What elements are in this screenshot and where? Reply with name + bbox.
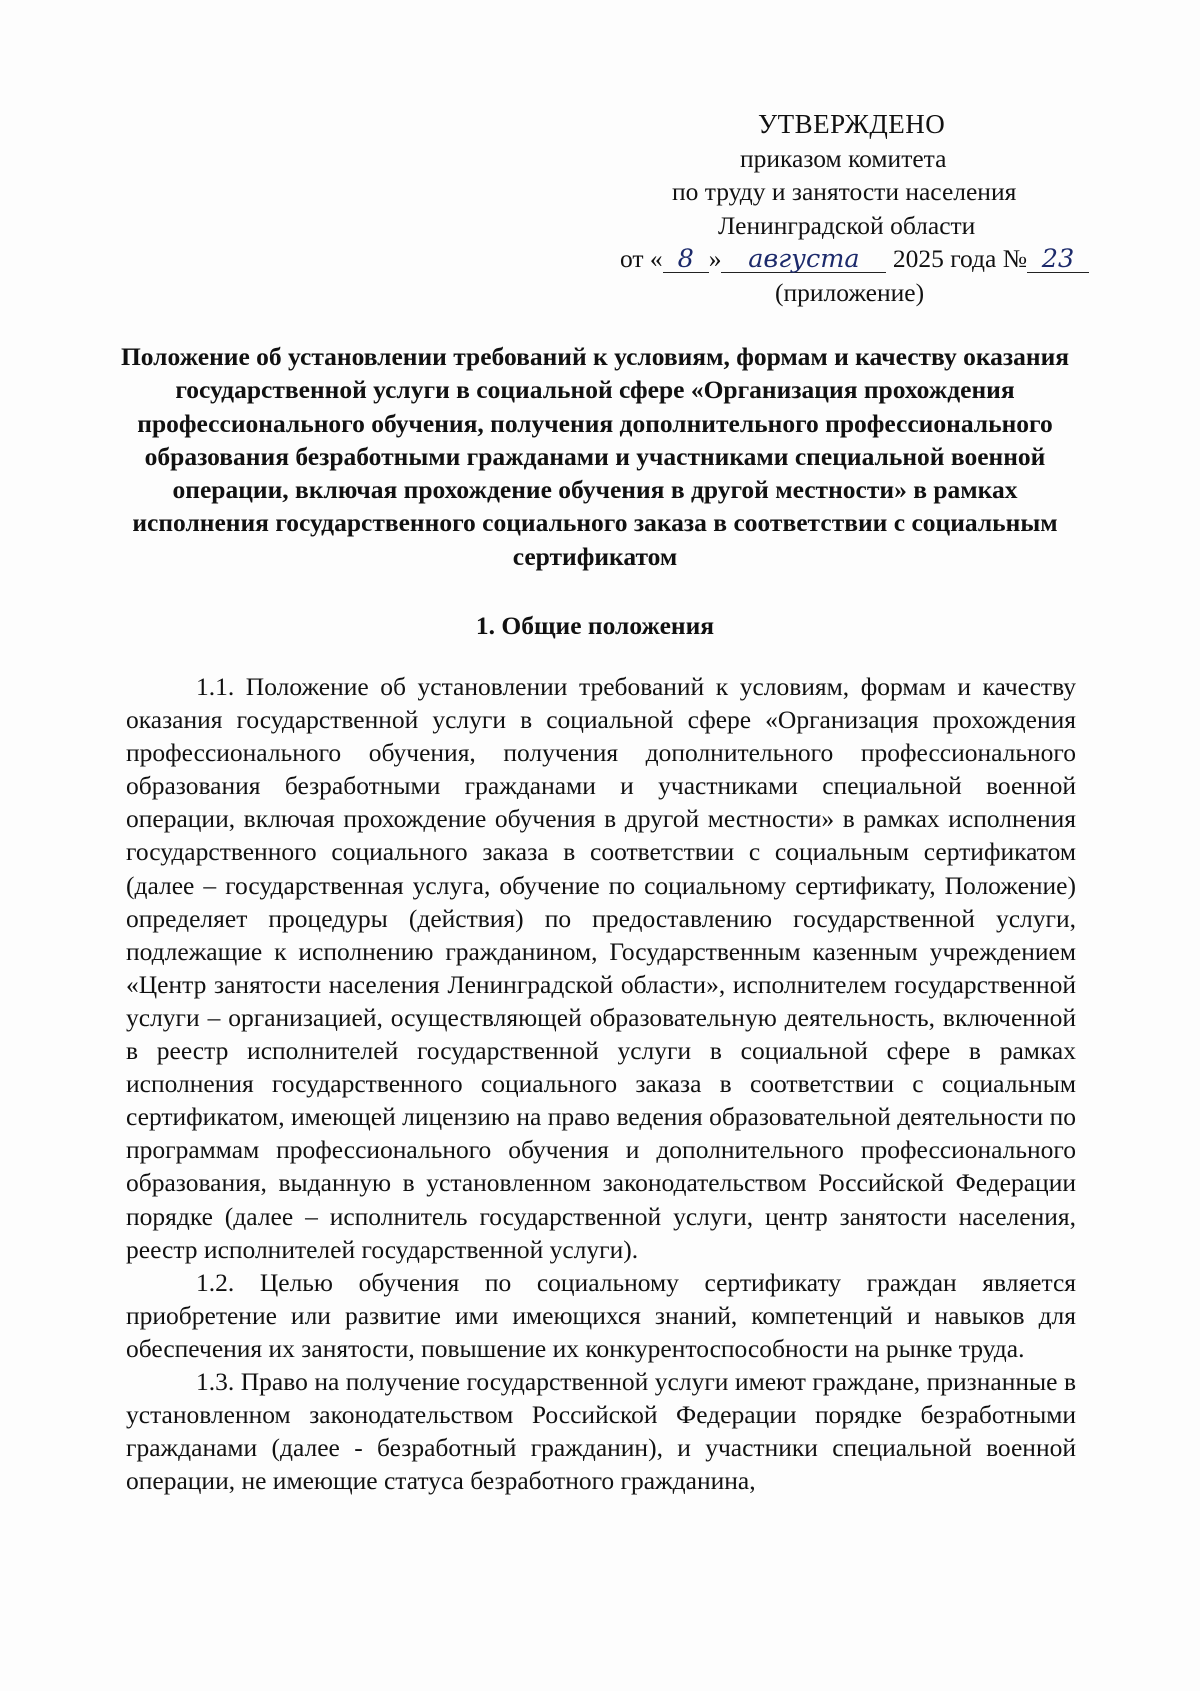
approval-line-1: приказом комитета (740, 143, 947, 173)
date-year: 2025 года № (892, 244, 1028, 273)
date-prefix: от « (620, 244, 663, 273)
approval-line-3: Ленинградской области (718, 210, 976, 240)
handwritten-day: 8 (663, 246, 709, 273)
approval-block (560, 108, 1120, 309)
approval-line-2: по труду и занятости населения (672, 177, 1017, 206)
document-title: Положение об установлении требований к условиям, формам и качеству оказания государственной услуги в социальной сфере «Организация прохождения профессионального обучения, получения дополнительного профессионального образования безработными гражданами и участниками специальной военной операции, включая прохождение обучения в другой местности» в рамках исполнения государственного социального заказа в соответствии с социальным сертификатом (120, 342, 1070, 571)
handwritten-order-number: 23 (1027, 246, 1089, 273)
section-title: 1. Общие положения (475, 611, 715, 640)
paragraph-1-3: 1.3. Право на получение государственной услуги имеют граждане, признанные в установленном законодательством Российской Федерации порядке безработными гражданами (далее - безработный гражданин), и участники специальной военной операции, не имеющие статуса безработного гражданина, (126, 1366, 1076, 1496)
handwritten-month: августа (721, 246, 886, 273)
approval-note: (приложение) (775, 277, 925, 307)
approval-title: УТВЕРЖДЕНО (758, 109, 946, 139)
date-mid: » (708, 244, 722, 273)
approval-date-line (560, 242, 1120, 276)
paragraph-1-2: 1.2. Целью обучения по социальному сертификату граждан является приобретение или развитие ими имеющихся знаний, компетенций и навыков для обеспечения их занятости, повышение их конкурентоспособности на рынке труда. (126, 1267, 1076, 1363)
paragraph-1-1: 1.1. Положение об установлении требований к условиям, формам и качеству оказания государственной услуги в социальной сфере «Организация прохождения профессионального обучения, получения дополнительного профессионального образования безработными гражданами и участниками специальной военной операции, включая прохождение обучения в другой местности» в рамках исполнения государственного социального заказа в соответствии с социальным сертификатом (далее – государственная услуга, обучение по социальному сертификату, Положение) определяет процедуры (действия) по предоставлению государственной услуги, подлежащие к исполнению гражданином, Государственным казенным учреждением «Центр занятости населения Ленинградской области», исполнителем государственной услуги – организацией, осуществляющей образовательную деятельность, включенной в реестр исполнителей государственной услуги в социальной сфере в рамках исполнения государственного социального заказа в соответствии с социальным сертификатом, имеющей лицензию на право ведения образовательной деятельности по программам профессионального обучения и дополнительного профессионального образования, выданную в установленном законодательством Российской Федерации порядке (далее – исполнитель государственной услуги, центр занятости населения, реестр исполнителей государственной услуги). (126, 672, 1076, 1264)
document-body (126, 670, 1076, 1497)
